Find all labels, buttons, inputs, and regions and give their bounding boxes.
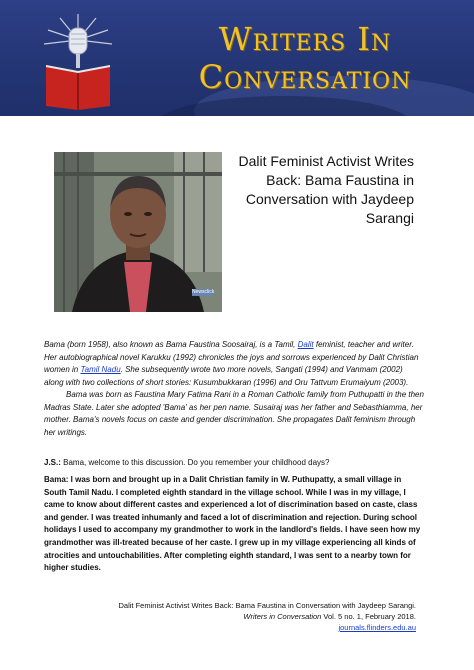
banner-title-line2: Conversation	[198, 58, 412, 96]
interviewer-text: Bama, welcome to this discussion. Do you remember your childhood days?	[60, 458, 330, 467]
portrait-image	[54, 152, 222, 312]
citation-line-1: Dalit Feminist Activist Writes Back: Bama Faustina in Conversation with Jaydeep Sarangi.	[118, 601, 416, 610]
author-photo	[54, 152, 222, 312]
intro-text-b: feminist, teacher and writer. Her autobiographical novel Karukku (1992) chronicles the joys and sorrows experienced by Dalit Christian women in	[44, 340, 419, 374]
intro-paragraph-2: Bama was born as Faustina Mary Fatima Rani in a Roman Catholic family from Puthupatti in the then Madras State. Later she adopted 'Bama' as her pen name. Susairaj was her father and Sebasthiamma, her mother. Bama's novels focus on caste and gender discrimination. She propagates Dalit feminism through her writings.	[44, 390, 424, 437]
intro-text-c: . She subsequently wrote two more novels, Sangati (1994) and Vanmam (2002) along with two collections of short stories: Kusumbukkaran (1996) and Oru Tattvum Erumaiyum (2003).	[44, 365, 409, 387]
interviewer-question	[44, 457, 424, 469]
citation-line-2	[100, 611, 416, 622]
citation-footer	[100, 600, 416, 633]
microphone-book-logo	[38, 10, 118, 110]
intro-paragraphs	[44, 339, 424, 439]
banner-title-line1: Writers In	[218, 20, 392, 58]
bama-answer: Bama: I was born and brought up in a Dalit Christian family in W. Puthupatty, a small village in South Tamil Nadu. I completed eighth standard in the village school. While I was in my village, I came to know about different castes and experienced a lot of discrimination based on caste, class and gender. I was treated inhumanly and faced a lot of discrimination and rejection. During school holidays I used to accompany my grandmother to work in the landlord's fields. I have seen how my grandmother was ill-treated because of her caste. I grew up in my village experiencing all kinds of atrocities and untouchabilities. After completing eighth standard, I was sent to a nearby town for higher studies.	[44, 475, 421, 573]
tamil-nadu-link[interactable]: Tamil Nadu	[80, 365, 121, 374]
intro-text-a: Bama (born 1958), also known as Bama Faustina Soosairaj, is a Tamil,	[44, 340, 298, 349]
header-banner	[0, 0, 474, 116]
journal-link[interactable]: journals.flinders.edu.au	[338, 623, 416, 632]
volume-info: Vol. 5 no. 1, February 2018.	[321, 612, 416, 621]
banner-title	[150, 20, 460, 96]
dalit-link[interactable]: Dalit	[297, 340, 314, 349]
interviewer-label: J.S.:	[44, 458, 61, 467]
article-headline: Dalit Feminist Activist Writes Back: Bama Faustina in Conversation with Jaydeep Sarangi	[238, 153, 414, 226]
journal-name: Writers in Conversation	[243, 612, 322, 621]
intro-paragraph-1	[44, 339, 424, 389]
photo-credit-badge: Newsclick	[192, 289, 215, 295]
